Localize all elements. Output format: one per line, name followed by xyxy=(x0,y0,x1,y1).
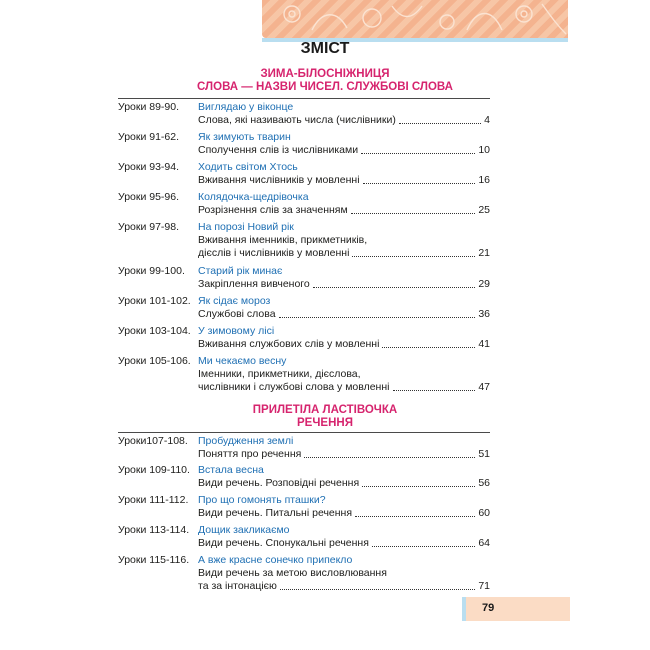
lesson-subtitle-text: та за інтонацією xyxy=(198,580,277,592)
lesson-number: Уроки 115-116. xyxy=(118,554,190,566)
lesson-topic: Дощик закликаємо xyxy=(198,524,290,536)
lesson-topic: Виглядаю у віконце xyxy=(198,101,294,113)
lesson-subtitle-text: Види речень. Питальні речення xyxy=(198,507,353,519)
section-heading: ПРИЛЕТІЛА ЛАСТІВОЧКА xyxy=(252,404,398,416)
section-heading: РЕЧЕННЯ xyxy=(297,417,353,429)
section-divider xyxy=(118,98,490,99)
lesson-number: Уроки 91-62. xyxy=(118,131,180,143)
lesson-subtitle xyxy=(198,567,490,580)
page-number-box xyxy=(462,597,570,621)
lesson-subtitle-text: Види речень. Спонукальні речення xyxy=(198,537,369,549)
lesson-subtitle-text: Службові слова xyxy=(198,308,276,320)
lesson-subtitle xyxy=(198,381,490,394)
entry-page-number: 36 xyxy=(478,308,490,320)
entry-page-number: 16 xyxy=(478,174,490,186)
lesson-subtitle-text: Вживання числівників у мовленні xyxy=(198,174,360,186)
lesson-topic: Як сідає мороз xyxy=(198,295,271,307)
lesson-number: Уроки 111-112. xyxy=(118,494,189,506)
lesson-topic: У зимовому лісі xyxy=(198,325,275,337)
entry-page-number: 4 xyxy=(484,114,490,126)
entry-page-number: 21 xyxy=(478,247,490,259)
dot-leader xyxy=(361,153,475,154)
lesson-topic: Як зимують тварин xyxy=(198,131,291,143)
lesson-subtitle xyxy=(198,368,490,381)
lesson-topic: На порозі Новий рік xyxy=(198,221,294,233)
lesson-subtitle-text: Закріплення вивченого xyxy=(198,278,310,290)
dot-leader xyxy=(280,589,475,590)
lesson-subtitle xyxy=(198,144,490,157)
lesson-subtitle-text: Поняття про речення xyxy=(198,448,302,460)
lesson-number: Уроки 97-98. xyxy=(118,221,180,233)
lesson-subtitle-text: Види речень за метою висловлювання xyxy=(198,567,387,579)
lesson-topic: Ходить світом Хтось xyxy=(198,161,298,173)
section-heading: ЗИМА-БІЛОСНІЖНИЦЯ xyxy=(260,68,390,80)
page-number-edge xyxy=(462,597,466,621)
lesson-subtitle xyxy=(198,580,490,593)
lesson-subtitle xyxy=(198,338,490,351)
lesson-subtitle xyxy=(198,477,490,490)
lesson-topic: Встала весна xyxy=(198,464,264,476)
dot-leader xyxy=(399,123,481,124)
dot-leader xyxy=(279,317,476,318)
entry-page-number: 25 xyxy=(478,204,490,216)
dot-leader xyxy=(304,457,475,458)
dot-leader xyxy=(351,213,476,214)
lesson-number: Уроки 99-100. xyxy=(118,265,185,277)
dot-leader xyxy=(382,347,475,348)
lesson-subtitle xyxy=(198,278,490,291)
entry-page-number: 71 xyxy=(478,580,490,592)
lesson-number: Уроки 89-90. xyxy=(118,101,180,113)
floral-ornament-icon xyxy=(262,0,568,38)
lesson-number: Уроки 103-104. xyxy=(118,325,191,337)
dot-leader xyxy=(355,516,475,517)
lesson-topic: А вже красне сонечко припекло xyxy=(198,554,353,566)
lesson-subtitle-text: числівники і службові слова у мовленні xyxy=(198,381,390,393)
lesson-subtitle xyxy=(198,174,490,187)
lesson-subtitle-text: Сполучення слів із числівниками xyxy=(198,144,359,156)
decorative-banner xyxy=(262,0,568,38)
dot-leader xyxy=(362,486,475,487)
lesson-topic: Старий рік минає xyxy=(198,265,283,277)
lesson-subtitle-text: дієслів і числівників у мовленні xyxy=(198,247,350,259)
lesson-number: Уроки 109-110. xyxy=(118,464,190,476)
lesson-number: Уроки 113-114. xyxy=(118,524,190,536)
lesson-topic: Про що гомонять пташки? xyxy=(198,494,326,506)
section-heading: СЛОВА — НАЗВИ ЧИСЕЛ. СЛУЖБОВІ СЛОВА xyxy=(197,81,453,93)
lesson-number: Уроки 101-102. xyxy=(118,295,191,307)
entry-page-number: 47 xyxy=(478,381,490,393)
lesson-subtitle xyxy=(198,234,490,247)
lesson-subtitle xyxy=(198,204,490,217)
lesson-subtitle xyxy=(198,537,490,550)
lesson-subtitle xyxy=(198,308,490,321)
lesson-number: Уроки 105-106. xyxy=(118,355,191,367)
lesson-subtitle-text: Розрізнення слів за значенням xyxy=(198,204,348,216)
entry-page-number: 29 xyxy=(478,278,490,290)
lesson-topic: Колядочка-щедрівочка xyxy=(198,191,309,203)
entry-page-number: 41 xyxy=(478,338,490,350)
lesson-subtitle xyxy=(198,247,490,260)
section-divider xyxy=(118,432,490,433)
lesson-number: Уроки107-108. xyxy=(118,435,188,447)
lesson-subtitle xyxy=(198,507,490,520)
entry-page-number: 64 xyxy=(478,537,490,549)
dot-leader xyxy=(372,546,475,547)
lesson-number: Уроки 93-94. xyxy=(118,161,180,173)
lesson-subtitle-text: Вживання іменників, прикметників, xyxy=(198,234,368,246)
dot-leader xyxy=(363,183,476,184)
lesson-subtitle xyxy=(198,448,490,461)
entry-page-number: 51 xyxy=(478,448,490,460)
lesson-subtitle-text: Слова, які називають числа (числівники) xyxy=(198,114,396,126)
lesson-subtitle-text: Іменники, прикметники, дієслова, xyxy=(198,368,361,380)
entry-page-number: 10 xyxy=(478,144,490,156)
entry-page-number: 56 xyxy=(478,477,490,489)
lesson-topic: Пробудження землі xyxy=(198,435,294,447)
dot-leader xyxy=(393,390,476,391)
lesson-topic: Ми чекаємо весну xyxy=(198,355,287,367)
lesson-subtitle xyxy=(198,114,490,127)
page-title: ЗМІСТ xyxy=(300,40,350,57)
dot-leader xyxy=(352,256,475,257)
lesson-subtitle-text: Види речень. Розповідні речення xyxy=(198,477,360,489)
lesson-subtitle-text: Вживання службових слів у мовленні xyxy=(198,338,380,350)
page-number: 79 xyxy=(482,602,495,614)
entry-page-number: 60 xyxy=(478,507,490,519)
dot-leader xyxy=(313,287,476,288)
lesson-number: Уроки 95-96. xyxy=(118,191,180,203)
